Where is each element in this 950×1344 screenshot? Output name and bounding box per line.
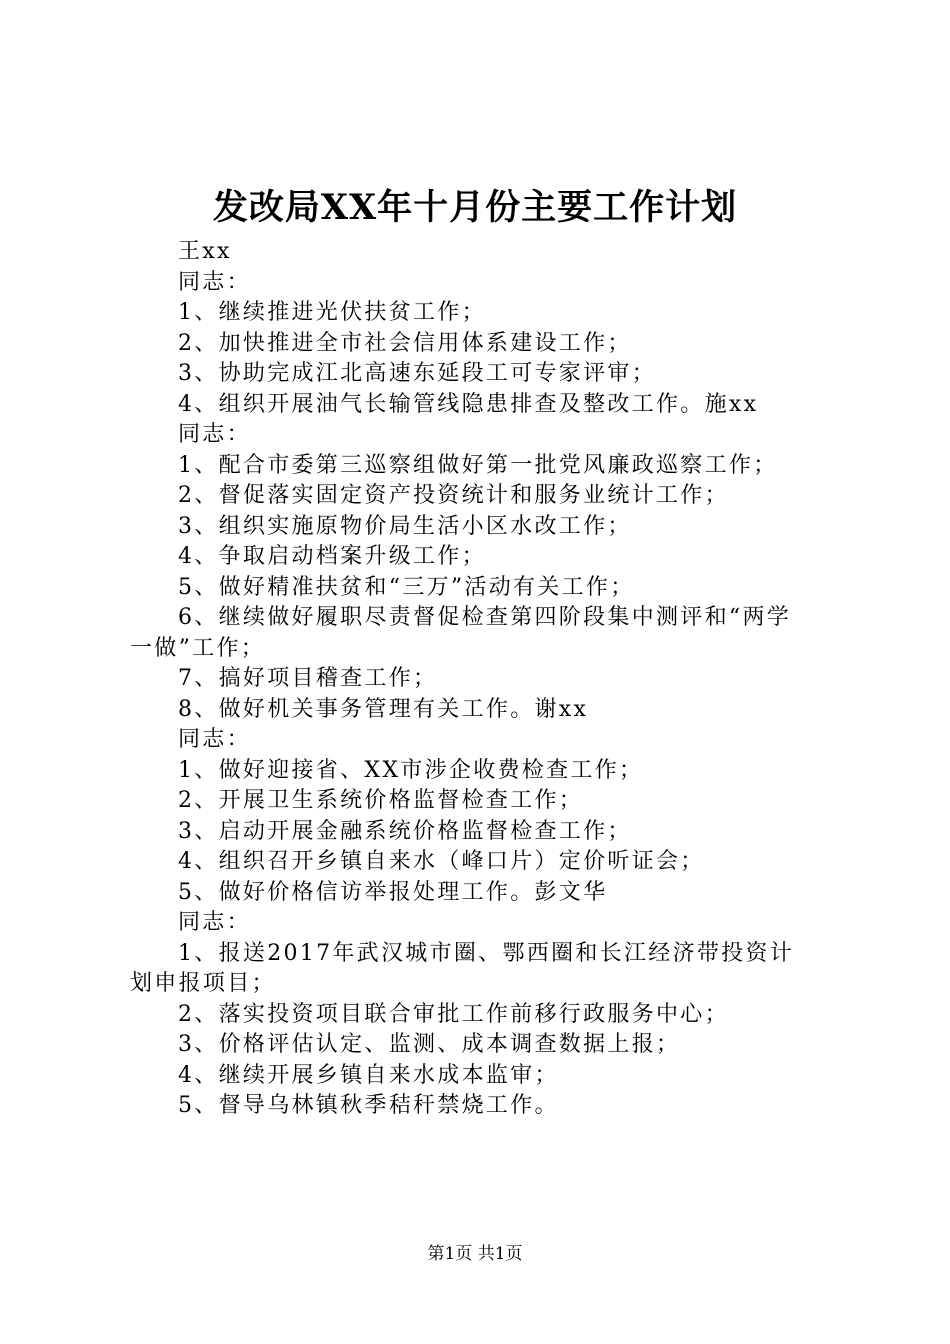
body-line: 同志： xyxy=(178,910,251,935)
body-line: 3、协助完成江北高速东延段工可专家评审； xyxy=(178,361,656,386)
body-line: 5、做好价格信访举报处理工作。彭文华 xyxy=(178,879,608,905)
body-line: 4、继续开展乡镇自来水成本监审； xyxy=(178,1062,559,1088)
body-line: 划申报项目； xyxy=(130,971,276,996)
body-line: 3、价格评估认定、监测、成本调查数据上报； xyxy=(178,1032,681,1057)
body-line: 2、督促落实固定资产投资统计和服务业统计工作； xyxy=(178,483,729,508)
page-footer: 第1页 共1页 xyxy=(427,1244,523,1264)
body-line: 同志： xyxy=(178,727,251,752)
body-line: 1、报送2017年武汉城市圈、鄂西圈和长江经济带投资计 xyxy=(178,940,795,966)
body-line: 3、启动开展金融系统价格监督检查工作； xyxy=(178,818,632,844)
body-line: 4、组织召开乡镇自来水（峰口片）定价听证会； xyxy=(178,849,705,874)
body-line: 1、配合市委第三巡察组做好第一批党风廉政巡察工作； xyxy=(178,452,778,478)
body-line: 一做”工作； xyxy=(130,635,266,661)
body-line: 5、督导乌林镇秋季秸秆禁烧工作。 xyxy=(178,1093,559,1118)
body-line: 3、组织实施原物价局生活小区水改工作； xyxy=(178,513,632,539)
body-line: 2、开展卫生系统价格监督检查工作； xyxy=(178,788,584,813)
body-line: 2、落实投资项目联合审批工作前移行政服务中心； xyxy=(178,1001,729,1027)
body-line: 1、继续推进光伏扶贫工作； xyxy=(178,300,486,325)
body-line: 7、搞好项目稽查工作； xyxy=(178,666,438,691)
document-body xyxy=(130,237,830,1122)
body-line: 6、继续做好履职尽责督促检查第四阶段集中测评和“两学 xyxy=(178,605,792,630)
body-line: 4、争取启动档案升级工作； xyxy=(178,544,486,569)
body-line: 2、加快推进全市社会信用体系建设工作； xyxy=(178,330,632,356)
body-line: 1、做好迎接省、XX市涉企收费检查工作； xyxy=(178,757,644,783)
body-line: 同志： xyxy=(178,269,251,295)
body-line: 同志： xyxy=(178,422,251,447)
document-title: 发改局XX年十月份主要工作计划 xyxy=(212,187,738,228)
body-line: 8、做好机关事务管理有关工作。谢xx xyxy=(178,696,589,722)
body-line: 王xx xyxy=(178,239,232,264)
body-line: 4、组织开展油气长输管线隐患排查及整改工作。施xx xyxy=(178,391,759,417)
body-line: 5、做好精准扶贫和“三万”活动有关工作； xyxy=(178,574,635,600)
